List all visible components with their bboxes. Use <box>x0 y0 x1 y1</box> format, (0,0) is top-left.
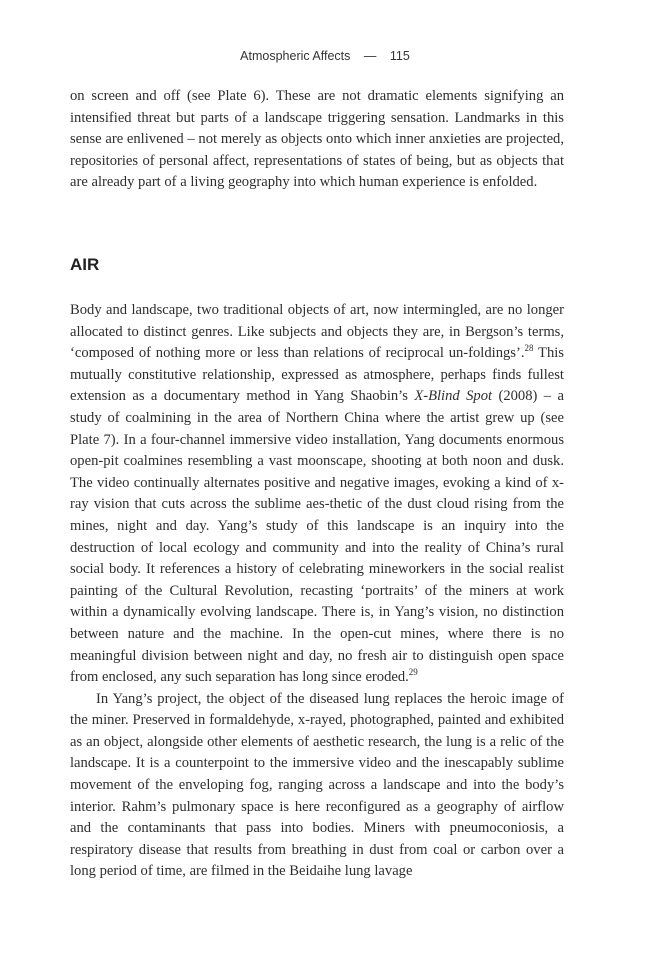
page-number: 115 <box>389 49 410 63</box>
continued-paragraph <box>70 86 564 194</box>
running-header <box>0 49 650 63</box>
body-paragraph-1 <box>70 300 564 689</box>
body-paragraph-2: In Yang’s project, the object of the diseased lung replaces the heroic image of the miner. Preserved in formaldehyde, x-rayed, photographed, painted and exhibited as an object, alongside other elements of aesthetic research, the lung is a relic of the landscape. It is a counterpoint to the immersive video and the inescapably sublime movement of the enveloping fog, ranging across a landscape and into the body’s interior. Rahm’s pulmonary space is here reconfigured as a geography of airflow and the contaminants that pass into bodies. Miners with pneumoconiosis, a respiratory disease that results from breathing in dust from coal or carbon over a long period of time, are filmed in the Beidaihe lung lavage <box>70 690 564 880</box>
section-heading: AIR <box>70 255 100 274</box>
paragraph-text: This mutually constitutive relationship, expressed as atmosphere, perhaps finds fullest extension as a documentary method in Yang Shaobin’s <box>70 345 564 405</box>
paragraph-text: on screen and off (see Plate 6). These are not dramatic elements signifying an intensified threat but parts of a landscape triggering sensation. Landmarks in this sense are enlivened – not merely as objects onto which inner anxieties are projected, repositories of personal affect, representations of states of being, but as objects that are already part of a living geography into which human experience is enfolded. <box>70 88 564 191</box>
chapter-title: Atmospheric Affects <box>240 49 351 63</box>
footnote-ref-29: 29 <box>408 667 418 678</box>
artwork-title: X-Blind Spot <box>414 388 493 405</box>
paragraph-text: Body and landscape, two traditional objects of art, now intermingled, are no longer allocated to distinct genres. Like subjects and objects they are, in Bergson’s terms, ‘composed of nothing more or less than relations of reciprocal un-foldings’. <box>70 302 564 362</box>
paragraph-text: (2008) – a study of coalmining in the area of Northern China where the artist grew up (see Plate 7). In a four-channel immersive video installation, Yang documents enormous open-pit coalmines resembling a vast moonscape, shooting at both noon and dusk. The video continually alternates positive and negative images, evoking a kind of x-ray vision that cuts across the sublime aes-thetic of the dust cloud rising from the mines, night and day. Yang’s study of this landscape is an inquiry into the destruction of local ecology and community and into the reality of China’s rural social body. It references a history of celebrating mineworkers in the social realist painting of the Cultural Revolution, recasting ‘portraits’ of the miners at work within a dynamically evolving landscape. There is, in Yang’s vision, no distinction between nature and the machine. In the open-cut mines, where there is no meaningful division between night and day, no fresh air to distinguish open space from enclosed, any such separation has long since eroded. <box>70 388 564 686</box>
footnote-ref-28: 28 <box>524 343 534 354</box>
section-body <box>70 300 564 883</box>
header-separator: — <box>363 49 377 63</box>
